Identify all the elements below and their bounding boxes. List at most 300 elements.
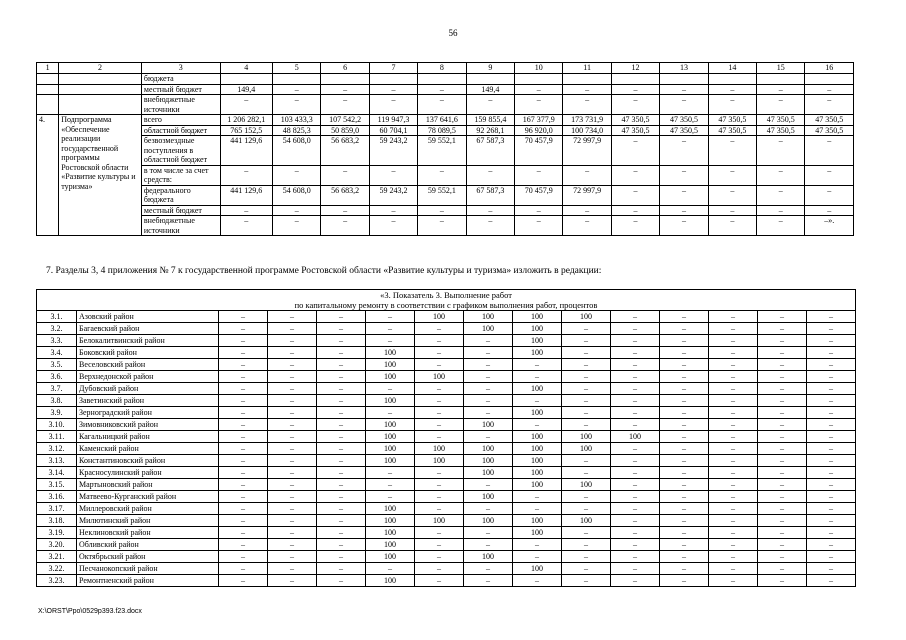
value-cell: – (660, 563, 709, 575)
value-cell: – (415, 407, 464, 419)
value-cell: 100 (513, 527, 562, 539)
value-cell: 119 947,3 (369, 115, 417, 126)
value-cell: – (562, 539, 611, 551)
value-cell: – (466, 205, 514, 216)
value-cell: 441 129,6 (220, 136, 272, 166)
value-cell: – (660, 347, 709, 359)
value-cell: – (709, 359, 758, 371)
value-cell: – (807, 335, 856, 347)
file-path-footer: X:\ORST\Ppo\0529p393.f23.docx (38, 608, 142, 615)
value-cell: 59 552,1 (418, 185, 466, 205)
value-cell: – (611, 539, 660, 551)
value-cell: – (317, 311, 366, 323)
value-cell: 100 (415, 515, 464, 527)
value-cell: – (219, 323, 268, 335)
value-cell: – (611, 323, 660, 335)
table-row (37, 165, 854, 185)
value-cell: – (317, 539, 366, 551)
value-cell: – (807, 479, 856, 491)
value-cell: – (415, 551, 464, 563)
value-cell: – (758, 515, 807, 527)
district-name: Боковский район (77, 347, 219, 359)
table-title-row (37, 290, 856, 311)
table-row (37, 551, 856, 563)
value-cell: – (709, 395, 758, 407)
value-cell: – (660, 395, 709, 407)
value-cell: 59 243,2 (369, 136, 417, 166)
empty-cell (37, 84, 59, 95)
value-cell: 100 (415, 443, 464, 455)
value-cell: – (273, 216, 321, 236)
value-cell: – (317, 575, 366, 587)
value-cell: – (415, 419, 464, 431)
value-cell: – (660, 467, 709, 479)
value-cell: – (660, 527, 709, 539)
value-cell: – (611, 551, 660, 563)
table-row (37, 185, 854, 205)
value-cell: – (709, 407, 758, 419)
table-row (37, 419, 856, 431)
row-number: 3.5. (37, 359, 77, 371)
value-cell: 100 (415, 311, 464, 323)
value-cell: – (758, 311, 807, 323)
value-cell: – (709, 551, 758, 563)
value-cell: – (418, 95, 466, 115)
value-cell: – (369, 95, 417, 115)
value-cell: – (268, 467, 317, 479)
value-cell: – (562, 323, 611, 335)
district-name: Зерноградский район (77, 407, 219, 419)
value-cell: – (464, 347, 513, 359)
budget-table (36, 62, 854, 236)
funding-source: местный бюджет (141, 84, 220, 95)
value-cell: – (758, 575, 807, 587)
value-cell: 47 350,5 (708, 115, 756, 126)
value-cell: – (513, 503, 562, 515)
value-cell: 103 433,3 (273, 115, 321, 126)
value-cell: – (562, 371, 611, 383)
district-name: Октябрьский район (77, 551, 219, 563)
value-cell: – (807, 395, 856, 407)
empty-cell (37, 95, 59, 115)
value-cell: – (321, 165, 369, 185)
value-cell: – (219, 383, 268, 395)
value-cell: – (807, 371, 856, 383)
value-cell: – (366, 479, 415, 491)
value-cell: 70 457,9 (515, 185, 563, 205)
value-cell: – (562, 407, 611, 419)
table-row (37, 84, 854, 95)
column-header: 1 (37, 63, 59, 74)
value-cell: – (709, 323, 758, 335)
value-cell: – (317, 419, 366, 431)
value-cell: – (415, 395, 464, 407)
row-number: 3.3. (37, 335, 77, 347)
value-cell: 100 (464, 551, 513, 563)
value-cell: – (415, 479, 464, 491)
table-row (37, 136, 854, 166)
value-cell: – (273, 165, 321, 185)
value-cell: – (660, 479, 709, 491)
district-name: Азовский район (77, 311, 219, 323)
value-cell: – (219, 455, 268, 467)
value-cell: 70 457,9 (515, 136, 563, 166)
value-cell: – (317, 491, 366, 503)
value-cell: 100 (415, 455, 464, 467)
row-number: 3.22. (37, 563, 77, 575)
value-cell: 100 (562, 431, 611, 443)
table-row (37, 205, 854, 216)
value-cell: – (317, 347, 366, 359)
value-cell: – (563, 84, 611, 95)
value-cell: – (321, 95, 369, 115)
district-name: Белокалитвинский район (77, 335, 219, 347)
funding-source: местный бюджет (141, 205, 220, 216)
table-row (37, 371, 856, 383)
value-cell: – (219, 431, 268, 443)
value-cell: – (513, 575, 562, 587)
value-cell: – (660, 311, 709, 323)
value-cell: – (611, 479, 660, 491)
value-cell: – (562, 491, 611, 503)
value-cell: – (807, 359, 856, 371)
row-number: 3.11. (37, 431, 77, 443)
value-cell: – (268, 347, 317, 359)
district-name: Зимовниковский район (77, 419, 219, 431)
district-name: Неклиновский район (77, 527, 219, 539)
value-cell: 167 377,9 (515, 115, 563, 126)
value-cell: – (366, 407, 415, 419)
value-cell: – (660, 95, 708, 115)
value-cell: – (317, 335, 366, 347)
value-cell: 47 350,5 (757, 115, 805, 126)
value-cell: – (268, 419, 317, 431)
funding-source: областной бюджет (141, 125, 220, 136)
value-cell: – (317, 503, 366, 515)
value-cell: – (219, 371, 268, 383)
district-name: Верхнедонской район (77, 371, 219, 383)
value-cell: 100 (513, 335, 562, 347)
value-cell: – (757, 216, 805, 236)
row-number: 3.2. (37, 323, 77, 335)
funding-source: в том числе за счет средств: (141, 165, 220, 185)
value-cell: 100 (366, 395, 415, 407)
value-cell: – (220, 165, 272, 185)
table-row (37, 323, 856, 335)
value-cell: 441 129,6 (220, 185, 272, 205)
value-cell: – (807, 551, 856, 563)
value-cell: 100 (562, 311, 611, 323)
value-cell: – (709, 479, 758, 491)
value-cell: – (366, 563, 415, 575)
value-cell: – (219, 479, 268, 491)
value-cell: – (611, 205, 659, 216)
district-name: Константиновский район (77, 455, 219, 467)
value-cell: – (317, 455, 366, 467)
value-cell: – (464, 539, 513, 551)
value-cell: – (611, 311, 660, 323)
value-cell: – (660, 84, 708, 95)
table-row (37, 383, 856, 395)
table-row (37, 95, 854, 115)
value-cell: – (268, 563, 317, 575)
value-cell: – (562, 527, 611, 539)
value-cell: – (562, 395, 611, 407)
column-header: 13 (660, 63, 708, 74)
value-cell: 47 350,5 (708, 125, 756, 136)
value-cell: 100 (366, 371, 415, 383)
value-cell: – (709, 527, 758, 539)
value-cell: – (660, 359, 709, 371)
value-cell: – (415, 539, 464, 551)
table-title (37, 290, 856, 311)
value-cell: – (660, 431, 709, 443)
table-row (37, 115, 854, 126)
value-cell: – (709, 575, 758, 587)
value-cell: – (219, 311, 268, 323)
value-cell: – (415, 383, 464, 395)
value-cell: – (758, 347, 807, 359)
table-row (37, 335, 856, 347)
value-cell: – (562, 419, 611, 431)
value-cell: – (273, 84, 321, 95)
value-cell: – (464, 383, 513, 395)
value-cell: – (219, 407, 268, 419)
table-row (37, 527, 856, 539)
value-cell: 100 (611, 431, 660, 443)
value-cell: 56 683,2 (321, 185, 369, 205)
value-cell: – (709, 347, 758, 359)
value-cell: 100 (366, 431, 415, 443)
row-number: 3.1. (37, 311, 77, 323)
page-number: 56 (448, 28, 458, 38)
value-cell: – (563, 95, 611, 115)
district-name: Кагальницкий район (77, 431, 219, 443)
value-cell: – (220, 216, 272, 236)
value-cell: – (660, 323, 709, 335)
value-cell: – (366, 323, 415, 335)
row-number: 3.21. (37, 551, 77, 563)
value-cell (369, 74, 417, 85)
value-cell: – (758, 539, 807, 551)
value-cell: – (273, 205, 321, 216)
value-cell: – (757, 95, 805, 115)
value-cell: – (660, 503, 709, 515)
value-cell: – (563, 216, 611, 236)
table-row (37, 347, 856, 359)
value-cell: – (513, 551, 562, 563)
value-cell: – (366, 335, 415, 347)
value-cell: – (268, 527, 317, 539)
value-cell: – (807, 455, 856, 467)
value-cell: – (807, 491, 856, 503)
value-cell: – (709, 491, 758, 503)
value-cell: – (660, 539, 709, 551)
value-cell: – (562, 503, 611, 515)
value-cell: – (709, 383, 758, 395)
funding-source: внебюджетные источники (141, 216, 220, 236)
value-cell: – (660, 185, 708, 205)
value-cell: 100 (366, 515, 415, 527)
value-cell: – (415, 563, 464, 575)
table-row (37, 216, 854, 236)
value-cell: – (219, 527, 268, 539)
district-name: Миллеровский район (77, 503, 219, 515)
value-cell: – (418, 216, 466, 236)
column-header: 6 (321, 63, 369, 74)
value-cell: – (562, 359, 611, 371)
value-cell: 50 859,0 (321, 125, 369, 136)
value-cell: 100 (366, 503, 415, 515)
value-cell: – (757, 205, 805, 216)
value-cell: – (317, 527, 366, 539)
value-cell: – (807, 503, 856, 515)
value-cell: – (268, 395, 317, 407)
value-cell: – (219, 551, 268, 563)
value-cell: – (709, 335, 758, 347)
value-cell: – (418, 165, 466, 185)
value-cell: – (708, 205, 756, 216)
value-cell: 100 (513, 383, 562, 395)
table-row (37, 575, 856, 587)
value-cell: – (466, 95, 514, 115)
table-row (37, 455, 856, 467)
value-cell: – (366, 311, 415, 323)
value-cell: 47 350,5 (805, 125, 854, 136)
value-cell: – (513, 491, 562, 503)
value-cell: – (660, 407, 709, 419)
value-cell: – (464, 407, 513, 419)
column-header: 11 (563, 63, 611, 74)
value-cell: 47 350,5 (611, 115, 659, 126)
value-cell: – (268, 575, 317, 587)
value-cell: – (268, 455, 317, 467)
value-cell: – (317, 323, 366, 335)
value-cell: 100 (513, 323, 562, 335)
value-cell (418, 74, 466, 85)
value-cell: – (464, 371, 513, 383)
column-header: 7 (369, 63, 417, 74)
value-cell: – (709, 419, 758, 431)
value-cell: – (757, 165, 805, 185)
value-cell: – (562, 383, 611, 395)
table-row (37, 359, 856, 371)
value-cell: 137 641,6 (418, 115, 466, 126)
value-cell: – (660, 371, 709, 383)
district-name: Дубовский район (77, 383, 219, 395)
value-cell: – (611, 335, 660, 347)
value-cell: – (805, 136, 854, 166)
value-cell (466, 74, 514, 85)
value-cell: – (562, 347, 611, 359)
value-cell: – (268, 443, 317, 455)
value-cell: – (219, 419, 268, 431)
value-cell (660, 74, 708, 85)
value-cell: – (807, 431, 856, 443)
value-cell: – (611, 407, 660, 419)
value-cell: – (611, 419, 660, 431)
value-cell: – (807, 419, 856, 431)
value-cell: – (369, 84, 417, 95)
value-cell: 100 (513, 515, 562, 527)
value-cell: – (369, 205, 417, 216)
value-cell: – (660, 216, 708, 236)
value-cell: – (611, 395, 660, 407)
value-cell: 100 (464, 455, 513, 467)
value-cell: – (219, 359, 268, 371)
value-cell: – (611, 467, 660, 479)
empty-cell (59, 95, 142, 115)
table-row (37, 443, 856, 455)
value-cell: – (709, 503, 758, 515)
value-cell: – (758, 323, 807, 335)
value-cell: – (611, 503, 660, 515)
value-cell: – (464, 563, 513, 575)
value-cell: 100 (513, 311, 562, 323)
value-cell: – (611, 136, 659, 166)
value-cell: – (418, 84, 466, 95)
value-cell: – (709, 539, 758, 551)
value-cell: – (219, 515, 268, 527)
value-cell: – (219, 539, 268, 551)
row-number: 3.12. (37, 443, 77, 455)
column-header: 15 (757, 63, 805, 74)
value-cell: – (317, 443, 366, 455)
value-cell: 96 920,0 (515, 125, 563, 136)
value-cell: – (757, 136, 805, 166)
column-header: 4 (220, 63, 272, 74)
value-cell: – (219, 347, 268, 359)
value-cell: 100 (562, 515, 611, 527)
value-cell: – (708, 165, 756, 185)
value-cell: 149,4 (466, 84, 514, 95)
value-cell: 100 (366, 419, 415, 431)
value-cell: – (321, 205, 369, 216)
value-cell: 100 (513, 347, 562, 359)
value-cell: – (708, 95, 756, 115)
table-row (37, 467, 856, 479)
value-cell (220, 74, 272, 85)
value-cell: – (807, 527, 856, 539)
item-name: Подпрограмма «Обеспечение реализации государственной программы Ростовской области «Развитие культуры и туризма» (59, 115, 142, 236)
empty-cell (59, 74, 142, 85)
value-cell: – (317, 467, 366, 479)
value-cell (611, 74, 659, 85)
value-cell: – (562, 575, 611, 587)
value-cell: – (807, 407, 856, 419)
value-cell: 173 731,9 (563, 115, 611, 126)
value-cell: – (709, 455, 758, 467)
value-cell: – (464, 431, 513, 443)
value-cell: – (219, 467, 268, 479)
table-row (37, 311, 856, 323)
value-cell: – (807, 539, 856, 551)
value-cell: – (611, 216, 659, 236)
value-cell: 47 350,5 (757, 125, 805, 136)
title-line-1: «3. Показатель 3. Выполнение работ (380, 290, 512, 300)
row-number: 3.19. (37, 527, 77, 539)
value-cell: – (758, 431, 807, 443)
value-cell: – (464, 527, 513, 539)
value-cell: – (709, 467, 758, 479)
value-cell (273, 74, 321, 85)
value-cell: – (758, 491, 807, 503)
value-cell: – (317, 407, 366, 419)
value-cell: 107 542,2 (321, 115, 369, 126)
value-cell: 54 608,0 (273, 185, 321, 205)
value-cell: 100 (366, 539, 415, 551)
value-cell: – (268, 503, 317, 515)
